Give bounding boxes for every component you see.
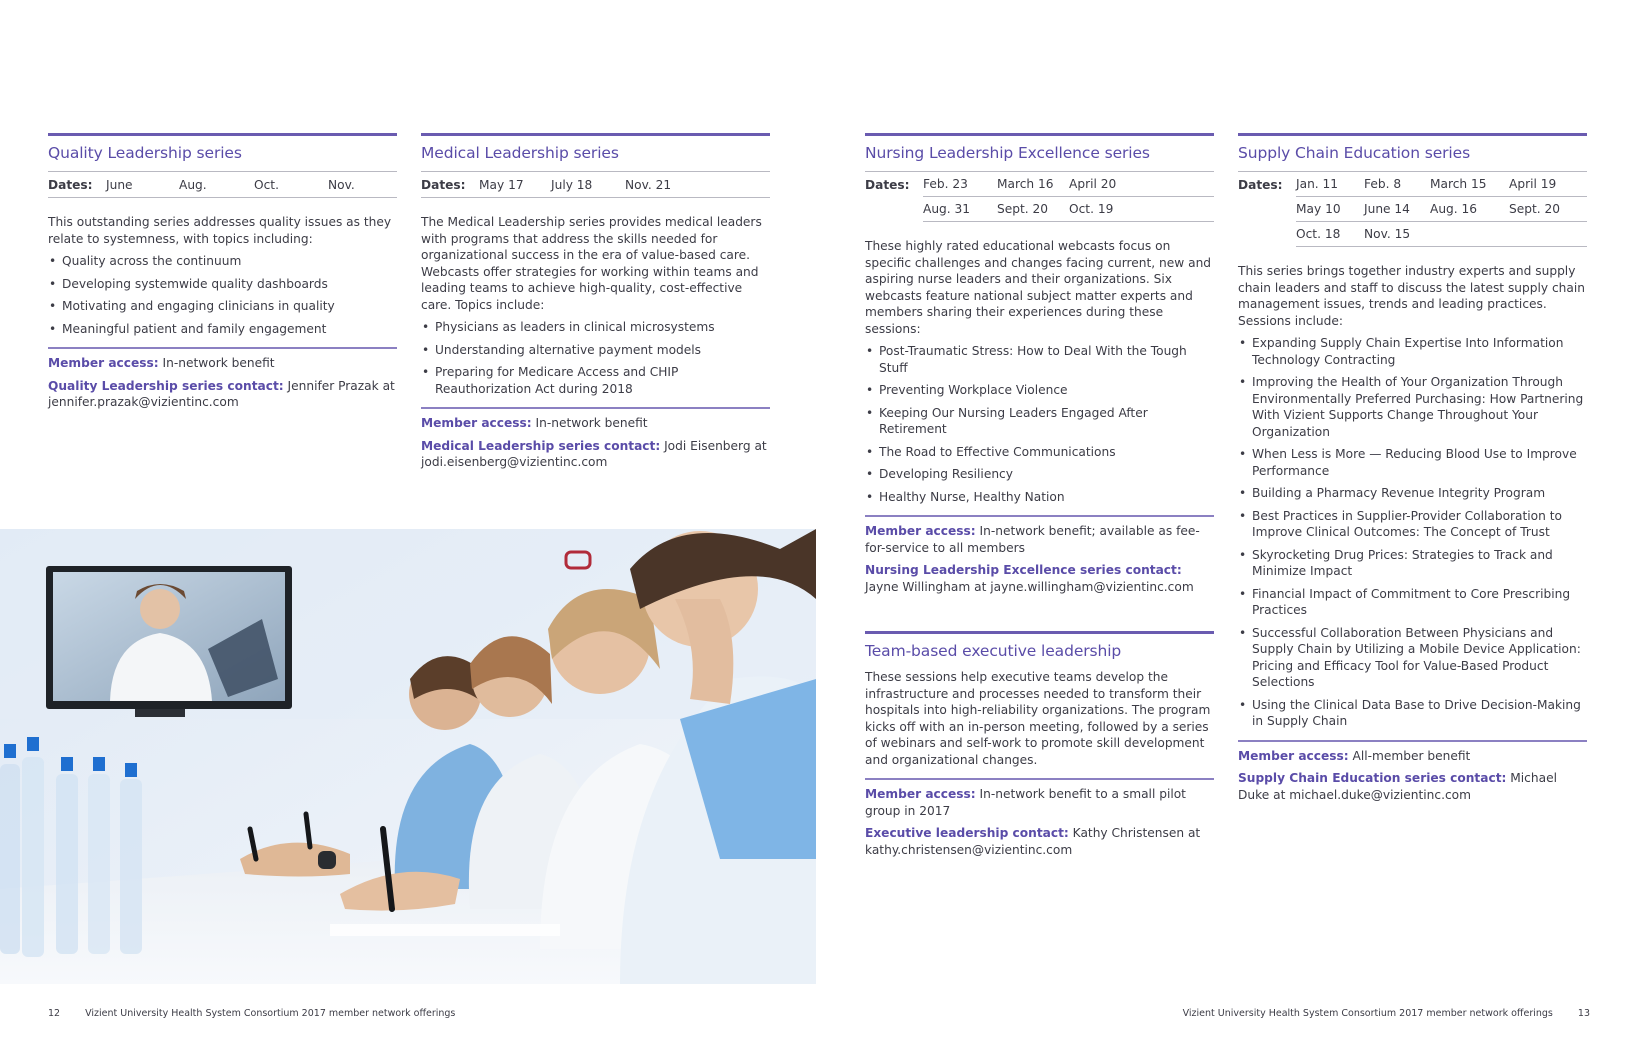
dates-table bbox=[865, 171, 1214, 222]
section-title: Quality Leadership series bbox=[48, 144, 242, 162]
date-item: June 14 bbox=[1364, 202, 1410, 216]
dates-row bbox=[1296, 222, 1587, 247]
dates-label: Dates: bbox=[865, 178, 910, 192]
member-access-label: Member access: bbox=[865, 787, 976, 801]
page-number-left: 12 bbox=[48, 1008, 61, 1019]
list-item: • Best Practices in Supplier-Provider Collaboration to Improve Clinical Outcomes: The Concept of Trust bbox=[1238, 508, 1587, 541]
list-item: • Physicians as leaders in clinical microsystems bbox=[421, 319, 770, 336]
executive-intro: These sessions help executive teams develop the infrastructure and processes needed to transform their hospitals into high-reliability organizations. The program kicks off with an in-person meeting, followed by a series of webinars and self-work to promote skill development and organizational changes. bbox=[865, 670, 1211, 767]
member-access-label: Member access: bbox=[421, 416, 532, 430]
dates-row bbox=[923, 197, 1214, 222]
list-item: • Skyrocketing Drug Prices: Strategies to Track and Minimize Impact bbox=[1238, 547, 1587, 580]
member-access-label: Member access: bbox=[865, 524, 976, 538]
date-item: June bbox=[106, 177, 133, 192]
date-item: May 10 bbox=[1296, 202, 1341, 216]
list-item: • Financial Impact of Commitment to Core Prescribing Practices bbox=[1238, 586, 1587, 619]
dates-row bbox=[1296, 197, 1587, 222]
dates-label: Dates: bbox=[1238, 178, 1283, 192]
dates-table bbox=[1238, 171, 1587, 247]
executive-title: Team-based executive leadership bbox=[865, 642, 1122, 660]
page-number-right: 13 bbox=[1577, 1008, 1590, 1019]
photo-illustration bbox=[0, 529, 816, 984]
date-item: March 16 bbox=[997, 177, 1054, 191]
date-item: Nov. 15 bbox=[1364, 227, 1411, 241]
list-item: • Healthy Nurse, Healthy Nation bbox=[865, 489, 1214, 506]
list-item: • Preparing for Medicare Access and CHIP Reauthorization Act during 2018 bbox=[421, 364, 770, 397]
list-item: • When Less is More — Reducing Blood Use to Improve Performance bbox=[1238, 446, 1587, 479]
dates-row bbox=[923, 172, 1214, 197]
date-item: Nov. 21 bbox=[625, 177, 672, 192]
series-contact bbox=[865, 825, 1214, 858]
topic-list bbox=[48, 253, 397, 337]
member-access-value: In-network benefit bbox=[531, 416, 648, 430]
footer-right bbox=[1183, 1008, 1590, 1019]
member-access-label: Member access: bbox=[1238, 748, 1349, 763]
date-item: April 19 bbox=[1509, 177, 1557, 191]
section-divider bbox=[48, 347, 397, 349]
dates-row bbox=[421, 171, 770, 198]
dates-label: Dates: bbox=[421, 177, 466, 192]
section-intro: The Medical Leadership series provides medical leaders with programs that address the skills needed for organizational success in the era of value-based care. Webcasts offer strategies for working within teams and leading teams to achieve high-quality, cost-effective care. Topics include: bbox=[421, 215, 762, 312]
member-access-value: All-member benefit bbox=[1348, 748, 1471, 763]
list-item: • Successful Collaboration Between Physicians and Supply Chain by Utilizing a Mobile Device Application: Pricing and Efficacy Tool for Value-Based Product Selections bbox=[1238, 625, 1587, 691]
list-item: • Building a Pharmacy Revenue Integrity Program bbox=[1238, 485, 1587, 502]
section-title: Nursing Leadership Excellence series bbox=[865, 144, 1150, 162]
series-contact bbox=[421, 438, 770, 471]
member-access bbox=[48, 355, 397, 372]
topic-list bbox=[1238, 335, 1587, 730]
list-item: • The Road to Effective Communications bbox=[865, 444, 1214, 461]
list-item: • Developing systemwide quality dashboards bbox=[48, 276, 397, 293]
contact-value: Jodi Eisenberg at jodi.eisenberg@vizientinc.com bbox=[421, 438, 767, 469]
topic-list bbox=[421, 319, 770, 397]
date-item: Aug. 31 bbox=[923, 202, 971, 216]
date-item: Feb. 8 bbox=[1364, 177, 1402, 191]
section-title: Medical Leadership series bbox=[421, 144, 619, 162]
date-item: March 15 bbox=[1430, 177, 1487, 191]
dates-row bbox=[1296, 172, 1587, 197]
contact-value: Kathy Christensen at kathy.christensen@vizientinc.com bbox=[865, 826, 1201, 857]
list-item: • Improving the Health of Your Organization Through Environmentally Preferred Purchasing: How Partnering With Vizient Supports Change Throughout Your Organization bbox=[1238, 374, 1587, 440]
member-access-value: In-network benefit to a small pilot group in 2017 bbox=[865, 787, 1186, 818]
date-item: Oct. 19 bbox=[1069, 202, 1114, 216]
contact-label: Medical Leadership series contact: bbox=[421, 438, 661, 453]
contact-label: Nursing Leadership Excellence series contact: bbox=[865, 563, 1182, 577]
date-item: Aug. bbox=[179, 177, 207, 192]
contact-label: Quality Leadership series contact: bbox=[48, 378, 284, 393]
section-title: Supply Chain Education series bbox=[1238, 144, 1471, 162]
date-item: May 17 bbox=[479, 177, 524, 192]
contact-value: Jayne Willingham at jayne.willingham@vizientinc.com bbox=[865, 579, 1194, 594]
member-access bbox=[421, 415, 770, 432]
list-item: • Motivating and engaging clinicians in quality bbox=[48, 298, 397, 315]
section-top-rule bbox=[1238, 133, 1587, 136]
dates-row bbox=[48, 171, 397, 198]
section-top-rule bbox=[865, 631, 1214, 634]
member-access bbox=[1238, 748, 1587, 765]
list-item: • Preventing Workplace Violence bbox=[865, 382, 1214, 399]
member-access bbox=[865, 786, 1214, 819]
list-item: • Understanding alternative payment models bbox=[421, 342, 770, 359]
member-access bbox=[865, 523, 1214, 556]
contact-label: Supply Chain Education series contact: bbox=[1238, 771, 1507, 785]
date-item: Jan. 11 bbox=[1296, 177, 1339, 191]
section-intro: These highly rated educational webcasts focus on specific challenges and changes facing current, new and aspiring nurse leaders and their organizations. Six webcasts feature national subject matter experts and members sharing their experiences during these sessions: bbox=[865, 239, 1212, 336]
section-divider bbox=[421, 407, 770, 409]
section-top-rule bbox=[865, 133, 1214, 136]
topic-list bbox=[865, 343, 1214, 505]
section-intro: This series brings together industry experts and supply chain leaders and staff to discuss the latest supply chain management issues, trends and leading practices. Sessions include: bbox=[1238, 264, 1585, 328]
date-item: Sept. 20 bbox=[997, 202, 1049, 216]
list-item: • Post-Traumatic Stress: How to Deal With the Tough Stuff bbox=[865, 343, 1214, 376]
list-item: • Keeping Our Nursing Leaders Engaged After Retirement bbox=[865, 405, 1214, 438]
date-item: Oct. 18 bbox=[1296, 227, 1341, 241]
member-access-value: In-network benefit; available as fee-for-service to all members bbox=[865, 524, 1200, 555]
quality-leadership-section bbox=[48, 133, 397, 411]
nursing-leadership-section bbox=[865, 133, 1214, 858]
date-item: Oct. bbox=[254, 177, 279, 192]
date-item: Feb. 23 bbox=[923, 177, 968, 191]
classroom-photo bbox=[0, 529, 816, 984]
member-access-label: Member access: bbox=[48, 356, 159, 370]
date-item: Sept. 20 bbox=[1509, 202, 1561, 216]
series-contact bbox=[865, 562, 1214, 595]
dates-label: Dates: bbox=[48, 177, 93, 192]
section-divider bbox=[1238, 740, 1587, 742]
supply-chain-section bbox=[1238, 133, 1587, 803]
series-contact bbox=[48, 378, 397, 411]
section-top-rule bbox=[421, 133, 770, 136]
section-intro: This outstanding series addresses quality issues as they relate to systemness, with topics including: bbox=[48, 215, 392, 246]
date-item: April 20 bbox=[1069, 177, 1117, 191]
footer-text-right: Vizient University Health System Consortium 2017 member network offerings bbox=[1182, 1008, 1553, 1019]
date-item: Aug. 16 bbox=[1430, 202, 1478, 216]
contact-label: Executive leadership contact: bbox=[865, 826, 1069, 840]
section-top-rule bbox=[48, 133, 397, 136]
member-access-value: In-network benefit bbox=[158, 356, 275, 370]
medical-leadership-section bbox=[421, 133, 770, 471]
footer-left bbox=[48, 1008, 455, 1019]
section-divider bbox=[865, 778, 1214, 780]
series-contact bbox=[1238, 770, 1587, 803]
list-item: • Expanding Supply Chain Expertise Into Information Technology Contracting bbox=[1238, 335, 1587, 368]
contact-value: Jennifer Prazak at jennifer.prazak@vizientinc.com bbox=[48, 378, 395, 409]
section-divider bbox=[865, 515, 1214, 517]
footer-text-left: Vizient University Health System Consortium 2017 member network offerings bbox=[85, 1008, 456, 1019]
list-item: • Meaningful patient and family engagement bbox=[48, 321, 397, 338]
contact-value: Michael Duke at michael.duke@vizientinc.com bbox=[1238, 771, 1557, 802]
list-item: • Quality across the continuum bbox=[48, 253, 397, 270]
list-item: • Using the Clinical Data Base to Drive Decision-Making in Supply Chain bbox=[1238, 697, 1587, 730]
list-item: • Developing Resiliency bbox=[865, 466, 1214, 483]
date-item: Nov. bbox=[328, 177, 355, 192]
date-item: July 18 bbox=[551, 177, 593, 192]
